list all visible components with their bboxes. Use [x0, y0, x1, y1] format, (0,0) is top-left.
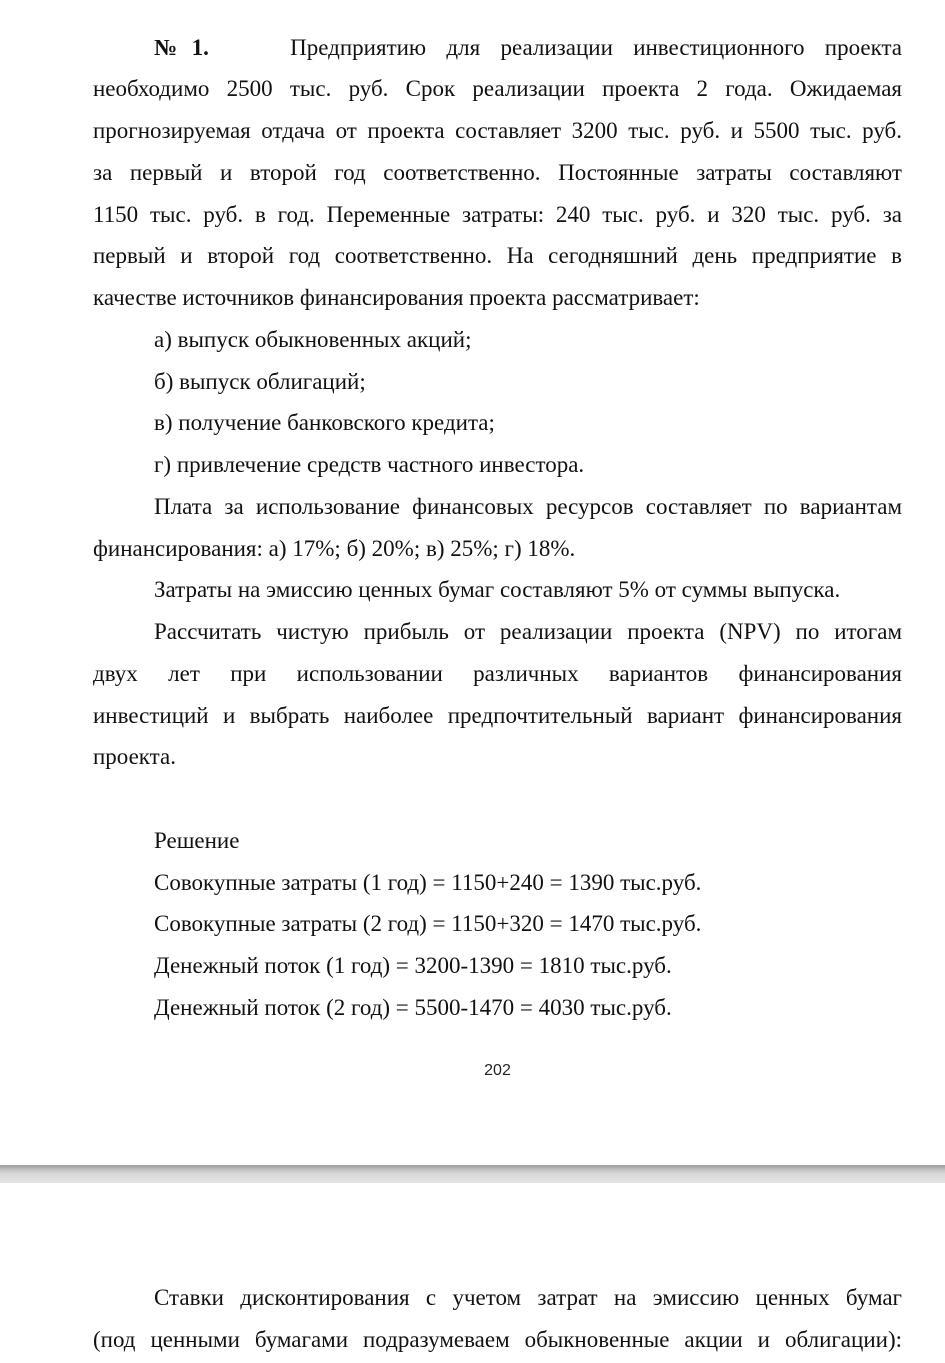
paragraph-1-line-6: первый и второй год соответственно. На сегодняшний день предприятие в	[93, 243, 902, 268]
problem-number: №1.	[154, 35, 209, 60]
payment-line-2: финансирования: а) 17%; б) 20%; в) 25%; г) 18%.	[93, 536, 576, 561]
solution-line-1: Совокупные затраты (1 год) = 1150+240 = 1390 тыс.руб.	[154, 870, 702, 895]
paragraph-1-line-3: прогнозируемая отдача от проекта составляет 3200 тыс. руб. и 5500 тыс. руб.	[93, 118, 902, 143]
page2-line-2: (под ценными бумагами подразумеваем обыкновенные акции и облигации):	[93, 1327, 902, 1352]
paragraph-1-line-2: необходимо 2500 тыс. руб. Срок реализации проекта 2 года. Ожидаемая	[93, 76, 902, 101]
task-line-1: Рассчитать чистую прибыль от реализации проекта (NPV) по итогам	[154, 619, 902, 644]
solution-line-3: Денежный поток (1 год) = 3200-1390 = 1810 тыс.руб.	[154, 953, 672, 978]
task-line-4: проекта.	[93, 744, 176, 769]
task-line-2: двух лет при использовании различных вариантов финансирования	[93, 661, 902, 686]
paragraph-1-line-1	[154, 33, 902, 63]
solution-line-4: Денежный поток (2 год) = 5500-1470 = 4030 тыс.руб.	[154, 995, 672, 1020]
option-c: в) получение банковского кредита;	[154, 410, 495, 435]
option-a: а) выпуск обыкновенных акций;	[154, 327, 472, 352]
paragraph-1-line-1-text: Предприятию для реализации инвестиционного проекта	[290, 35, 902, 60]
payment-line-1: Плата за использование финансовых ресурсов составляет по вариантам	[154, 494, 902, 519]
paragraph-1-line-4: за первый и второй год соответственно. Постоянные затраты составляют	[93, 160, 902, 185]
option-d: г) привлечение средств частного инвестора.	[154, 452, 585, 477]
document-page-next	[0, 1183, 945, 1363]
page-separator	[0, 1165, 945, 1183]
paragraph-1-line-7: качестве источников финансирования проекта рассматривает:	[93, 285, 700, 310]
page2-line-1: Ставки дисконтирования с учетом затрат на эмиссию ценных бумаг	[154, 1285, 902, 1310]
solution-line-2: Совокупные затраты (2 год) = 1150+320 = 1470 тыс.руб.	[154, 911, 702, 936]
task-line-3: инвестиций и выбрать наиболее предпочтительный вариант финансирования	[93, 703, 902, 728]
solution-heading: Решение	[154, 828, 240, 853]
paragraph-1-line-5: 1150 тыс. руб. в год. Переменные затраты: 240 тыс. руб. и 320 тыс. руб. за	[93, 202, 902, 227]
emission-cost-line: Затраты на эмиссию ценных бумаг составляют 5% от суммы выпуска.	[154, 577, 841, 602]
page-number: 202	[484, 1062, 511, 1079]
option-b: б) выпуск облигаций;	[154, 369, 366, 394]
